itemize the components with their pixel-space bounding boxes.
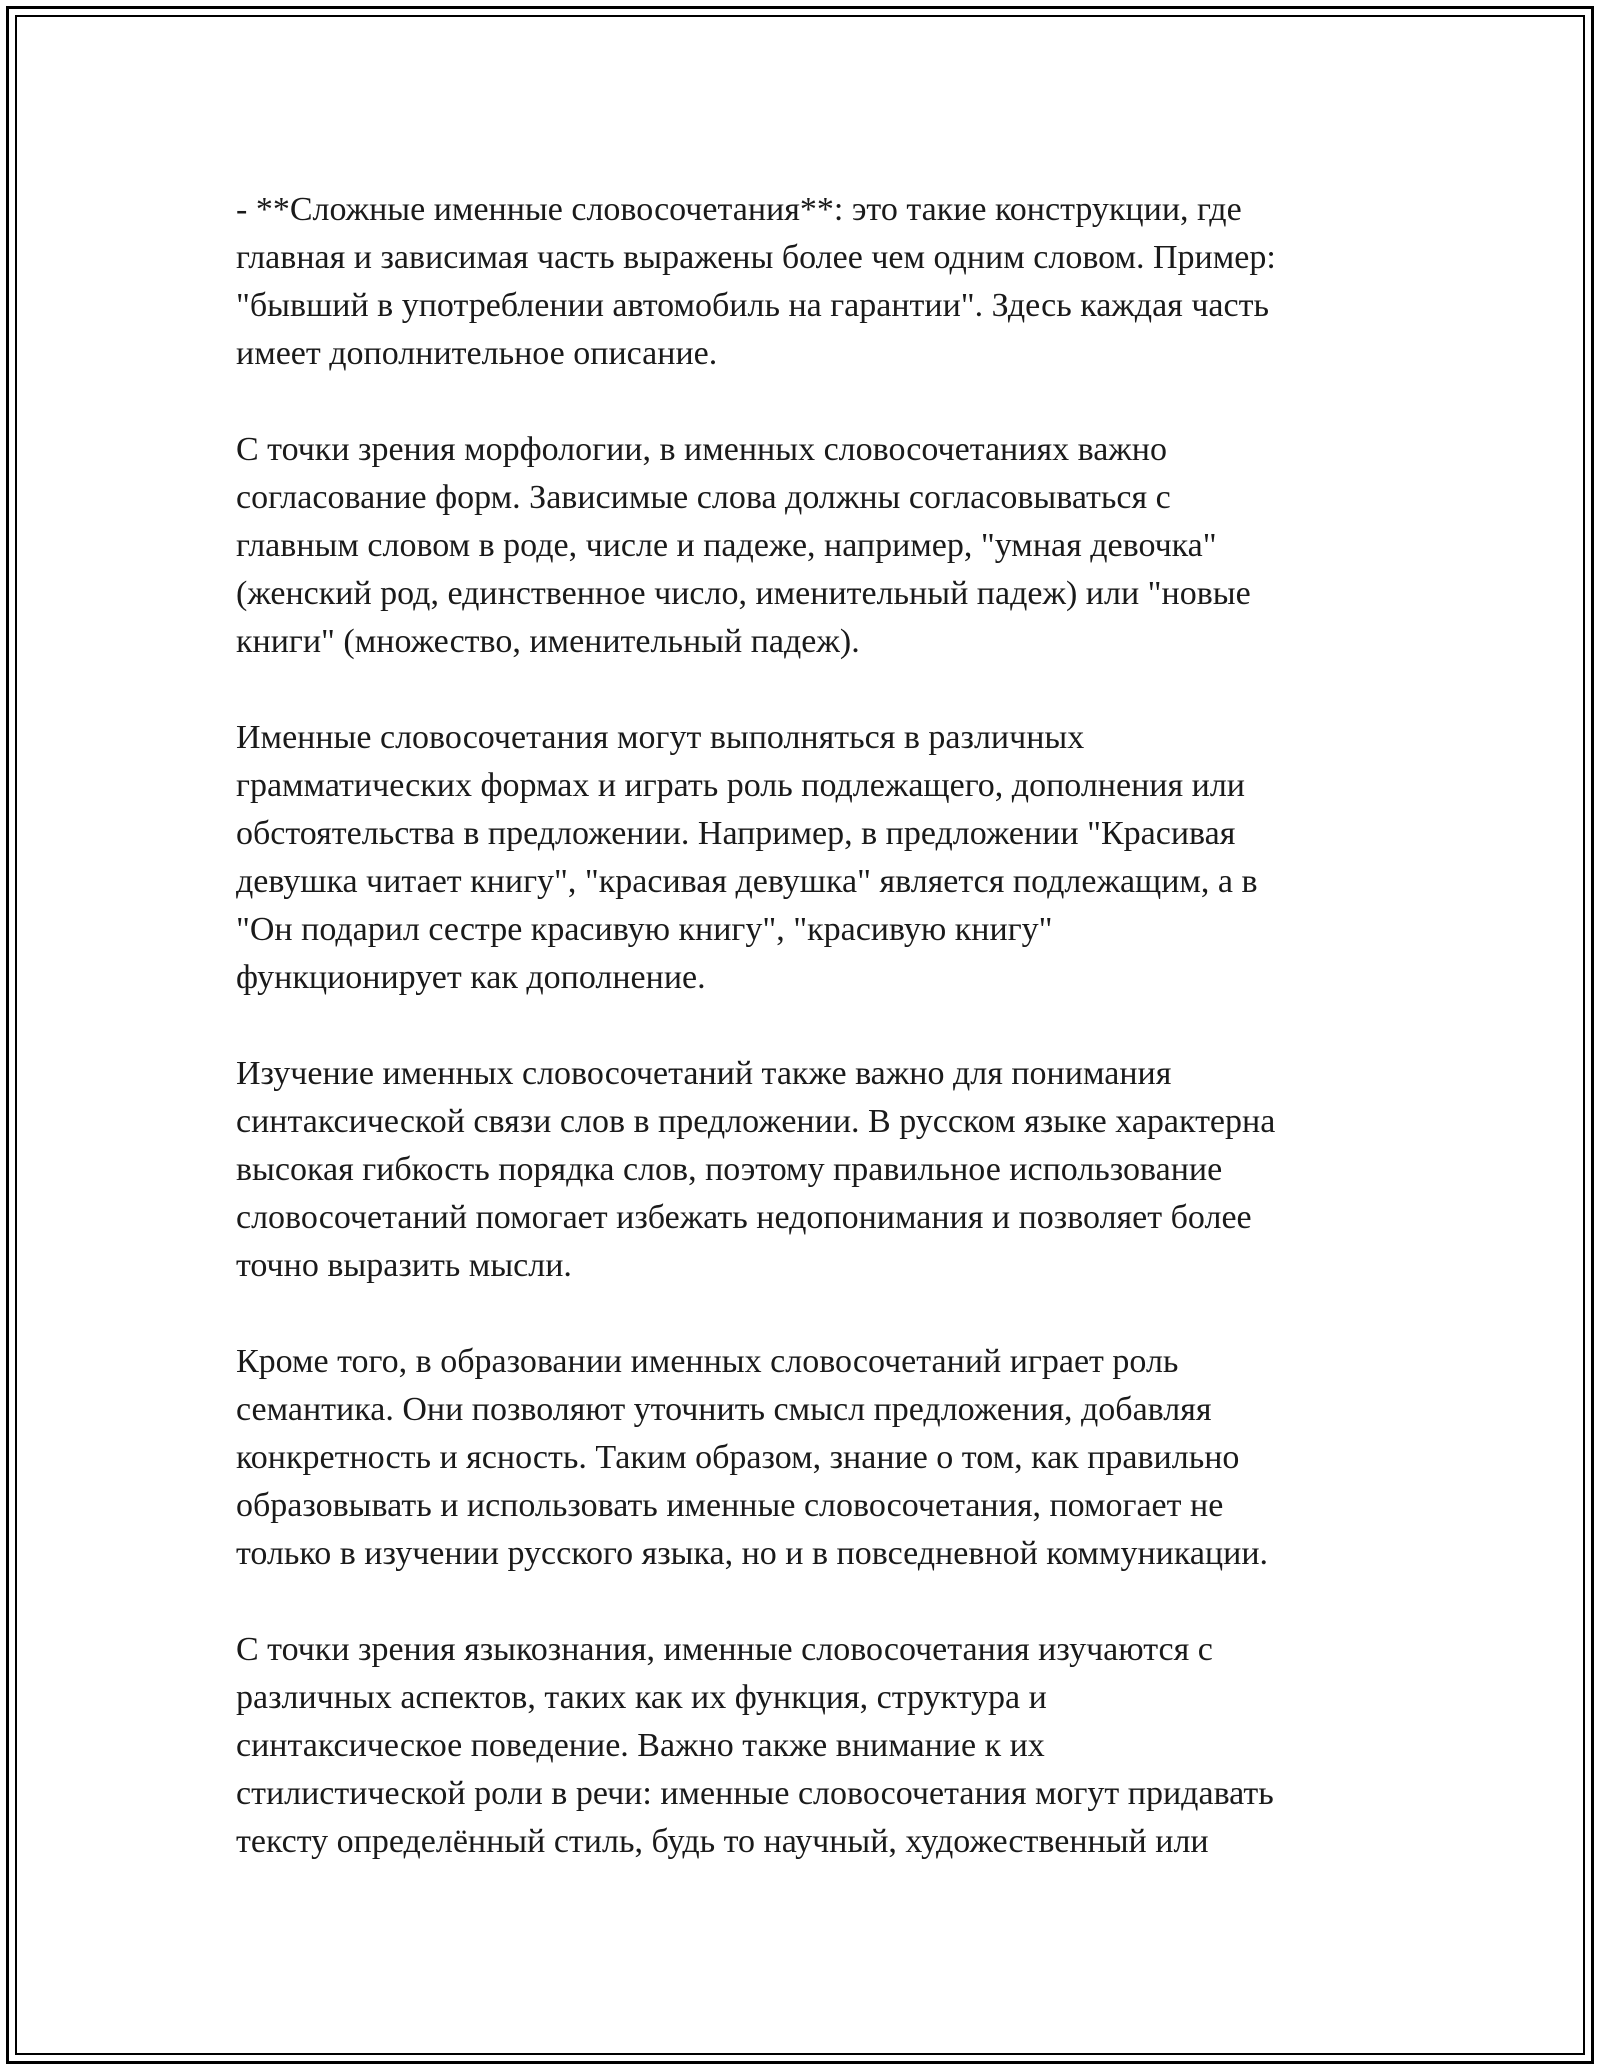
text-line: высокая гибкость порядка слов, поэтому правильное использование [236, 1151, 1223, 1188]
text-line: грамматических формах и играть роль подлежащего, дополнения или [236, 767, 1245, 804]
text-line: Именные словосочетания могут выполняться в различных [236, 719, 1085, 756]
text-line: имеет дополнительное описание. [236, 335, 718, 372]
text-line: Изучение именных словосочетаний также важно для понимания [236, 1055, 1172, 1092]
paragraph-linguistics [236, 1626, 1376, 1866]
text-line: С точки зрения языкознания, именные словосочетания изучаются с [236, 1631, 1213, 1668]
text-line: стилистической роли в речи: именные словосочетания могут придавать [236, 1775, 1274, 1812]
text-line: Кроме того, в образовании именных словосочетаний играет роль [236, 1343, 1179, 1380]
text-line: книги" (множество, именительный падеж). [236, 623, 860, 660]
paragraph-semantics [236, 1338, 1376, 1578]
text-line: обстоятельства в предложении. Например, в предложении "Красивая [236, 815, 1236, 852]
text-line: главная и зависимая часть выражены более чем одним словом. Пример: [236, 239, 1276, 276]
text-line: различных аспектов, таких как их функция, структура и [236, 1679, 1047, 1716]
text-line: "Он подарил сестре красивую книгу", "красивую книгу" [236, 911, 1053, 948]
paragraph-grammatical-roles [236, 714, 1376, 1002]
text-line: синтаксическое поведение. Важно также внимание к их [236, 1727, 1045, 1764]
document-body [236, 186, 1376, 1914]
paragraph-syntax [236, 1050, 1376, 1290]
paragraph-complex-noun-phrases [236, 186, 1376, 378]
text-line: (женский род, единственное число, именительный падеж) или "новые [236, 575, 1251, 612]
text-line: семантика. Они позволяют уточнить смысл предложения, добавляя [236, 1391, 1212, 1428]
text-line: синтаксической связи слов в предложении. В русском языке характерна [236, 1103, 1276, 1140]
text-line: согласование форм. Зависимые слова должны согласовываться с [236, 479, 1171, 516]
text-line: С точки зрения морфологии, в именных словосочетаниях важно [236, 431, 1167, 468]
text-line: словосочетаний помогает избежать недопонимания и позволяет более [236, 1199, 1252, 1236]
text-line: только в изучении русского языка, но и в повседневной коммуникации. [236, 1535, 1269, 1572]
text-line: точно выразить мысли. [236, 1247, 572, 1284]
text-line: "бывший в употреблении автомобиль на гарантии". Здесь каждая часть [236, 287, 1269, 324]
text-line: образовывать и использовать именные словосочетания, помогает не [236, 1487, 1224, 1524]
text-line: тексту определённый стиль, будь то научный, художественный или [236, 1823, 1209, 1860]
text-line: - **Сложные именные словосочетания**: это такие конструкции, где [236, 191, 1242, 228]
text-line: девушка читает книгу", "красивая девушка" является подлежащим, а в [236, 863, 1258, 900]
text-line: функционирует как дополнение. [236, 959, 706, 996]
text-line: главным словом в роде, числе и падеже, например, "умная девочка" [236, 527, 1217, 564]
text-line: конкретность и ясность. Таким образом, знание о том, как правильно [236, 1439, 1240, 1476]
paragraph-morphology [236, 426, 1376, 666]
